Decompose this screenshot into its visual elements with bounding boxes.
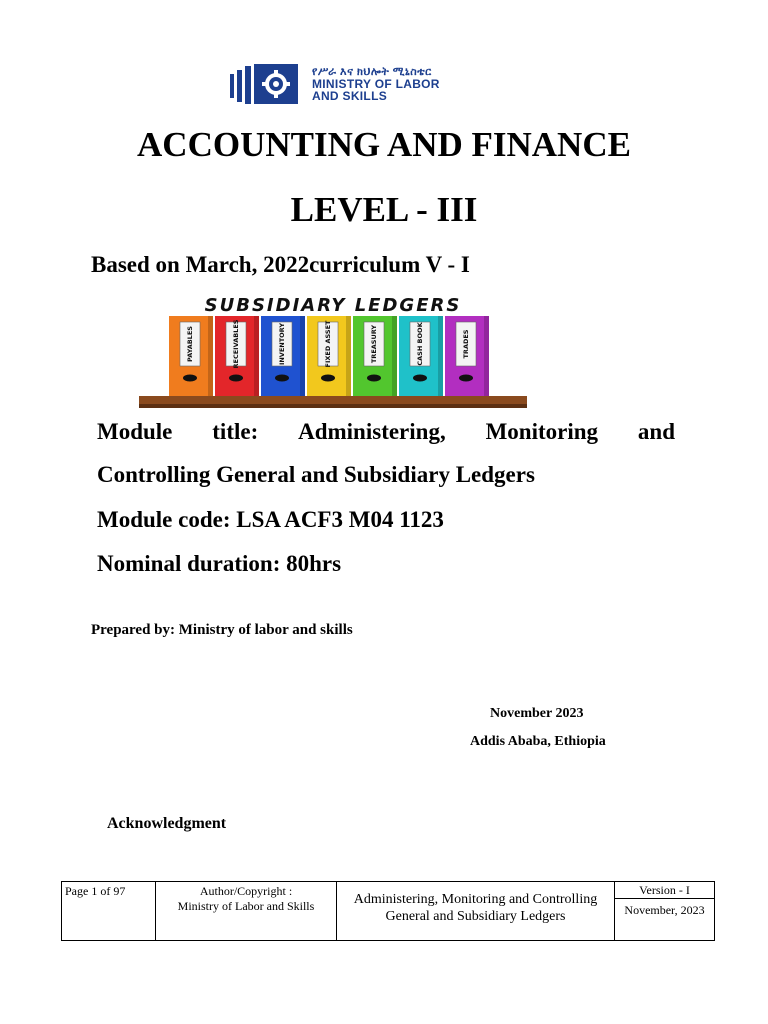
footer-version-date: November, 2023 [624,903,705,917]
prepared-by: Prepared by: Ministry of labor and skills [91,622,353,638]
module-title-word: title: [212,419,259,444]
curriculum-basis: Based on March, 2022curriculum V - I [91,252,470,277]
logo-amharic: የሥራ እና ክህሎት ሚኒስቴር [312,66,432,78]
subsidiary-ledgers-heading: SUBSIDIARY LEDGERS [204,295,462,316]
logo-english-line2: AND SKILLS [312,89,387,103]
footer-document-title [337,882,615,940]
binder-label: TRADES [462,329,470,359]
module-title-word: Administering, [298,419,446,444]
binder-fixed-asset [307,316,351,396]
title-line2: LEVEL - III [290,190,478,229]
footer-version [615,882,714,940]
binder-cash-book [399,316,443,396]
binder-payables [169,316,213,396]
footer-doc-line1: Administering, Monitoring and Controlling [353,892,598,907]
module-title-line1 [97,419,675,445]
nominal-duration: Nominal duration: 80hrs [97,551,342,576]
binder-receivables [215,316,259,396]
module-title-word: and [637,419,675,444]
ministry-logo [230,60,482,108]
footer-doc-line2: General and Subsidiary Ledgers [385,909,566,924]
binder-label: CASH BOOK [416,322,424,366]
subsidiary-ledgers-image [139,292,527,410]
logo-english-line1: MINISTRY OF LABOR [312,77,440,91]
footer-page-number: Page 1 of 97 [62,882,156,940]
module-title-word: Module [97,419,173,444]
binder-inventory [261,316,305,396]
binder-label: PAYABLES [186,326,194,362]
module-title-line2: Controlling General and Subsidiary Ledgers [97,462,535,487]
binder-label: RECEIVABLES [232,319,240,369]
title-line1: ACCOUNTING AND FINANCE [137,125,631,164]
ministry-logo-icon [230,62,302,106]
footer-author-label: Author/Copyright : [199,884,293,898]
footer-author-value: Ministry of Labor and Skills [177,899,315,913]
acknowledgment-heading: Acknowledgment [107,815,227,832]
binder-trades [445,316,489,396]
binder-treasury [353,316,397,396]
footer-author [156,882,337,940]
binder-label: TREASURY [370,324,378,364]
module-title-word: Monitoring [485,419,599,444]
binder-label: FIXED ASSET [324,320,332,368]
binder-label: INVENTORY [278,322,286,366]
module-code: Module code: LSA ACF3 M04 1123 [97,507,444,532]
publication-place: Addis Ababa, Ethiopia [470,734,606,749]
publication-date: November 2023 [490,706,584,721]
footer-version-label: Version - I [615,882,714,899]
page-footer-table [61,881,715,941]
